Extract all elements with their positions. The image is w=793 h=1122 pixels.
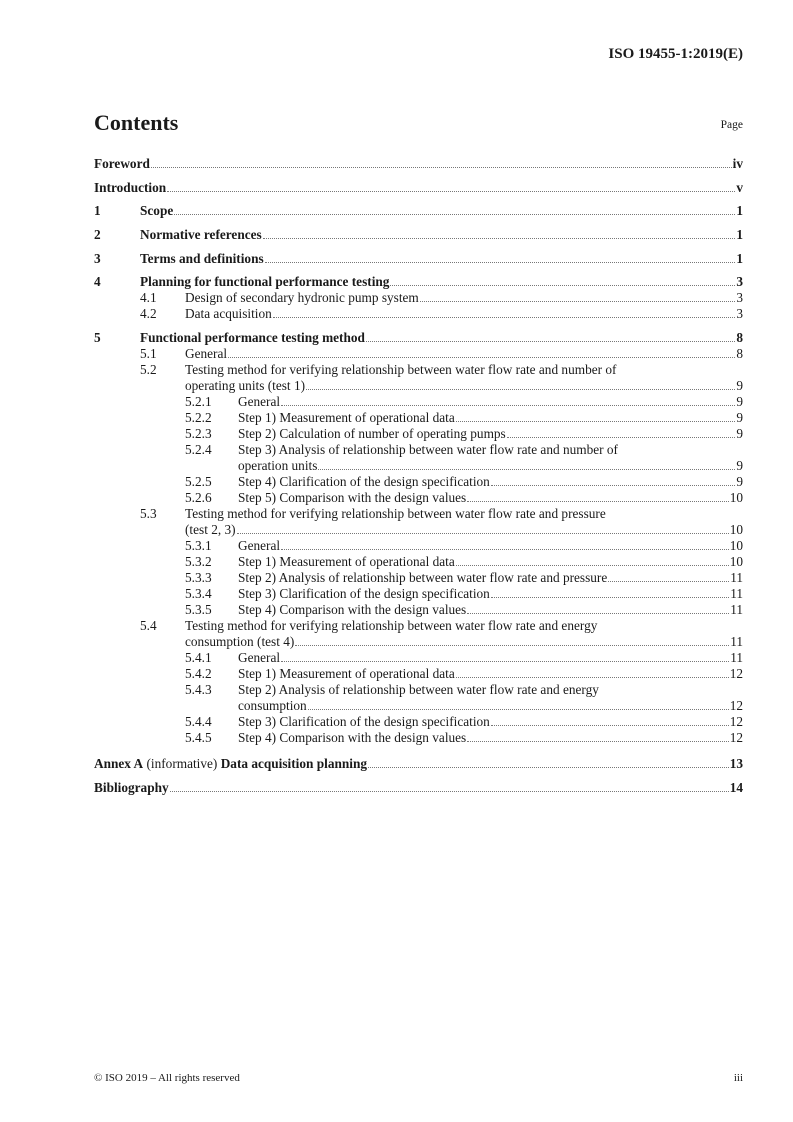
toc-title: consumption (test 4) xyxy=(185,634,295,650)
toc-title: General xyxy=(238,538,281,554)
dot-leader xyxy=(228,357,735,358)
toc-entry[interactable] xyxy=(94,346,743,362)
toc-section-number: 4.2 xyxy=(140,306,157,322)
annex-label: Annex A xyxy=(94,756,144,772)
page-column-label: Page xyxy=(720,119,743,131)
toc-page-number: 12 xyxy=(729,714,743,730)
toc-title: Scope xyxy=(140,203,174,219)
dot-leader xyxy=(420,301,736,302)
toc-title: Foreword xyxy=(94,156,150,171)
dot-leader xyxy=(318,469,735,470)
toc-page-number: 12 xyxy=(729,730,743,746)
toc-entry[interactable] xyxy=(94,538,743,554)
toc-section-number: 5.3.4 xyxy=(185,586,212,602)
document-id-header: ISO 19455-1:2019(E) xyxy=(608,46,743,62)
dot-leader xyxy=(306,389,735,390)
toc-title: Normative references xyxy=(140,227,262,243)
toc-entry[interactable] xyxy=(94,362,743,394)
toc-title: Testing method for verifying relationship between water flow rate and energy xyxy=(185,618,598,634)
toc-page-number: 3 xyxy=(736,274,743,290)
dot-leader xyxy=(281,661,729,662)
toc-title: Step 4) Clarification of the design specification xyxy=(238,474,490,490)
toc-entry[interactable] xyxy=(94,570,743,586)
footer-copyright: © ISO 2019 – All rights reserved xyxy=(94,1072,240,1084)
dot-leader xyxy=(366,341,735,342)
toc-page-number: 11 xyxy=(730,650,743,666)
toc-section-number: 1 xyxy=(94,203,101,219)
toc-entry[interactable] xyxy=(94,156,743,172)
toc-entry[interactable] xyxy=(94,274,743,290)
toc-page-number: 11 xyxy=(730,602,743,618)
toc-page-number: 9 xyxy=(736,410,743,426)
toc-title: Bibliography xyxy=(94,779,169,795)
toc-title: Planning for functional performance testing xyxy=(140,274,390,290)
toc-page-number: 12 xyxy=(729,698,743,714)
annex-title: Data acquisition planning xyxy=(220,756,367,772)
toc-title: consumption xyxy=(238,698,307,714)
dot-leader xyxy=(456,565,729,566)
toc-entry[interactable] xyxy=(94,602,743,618)
toc-title: Functional performance testing method xyxy=(140,330,365,346)
toc-entry[interactable] xyxy=(94,506,743,538)
dot-leader xyxy=(281,405,735,406)
dot-leader xyxy=(263,238,736,239)
toc-title: General xyxy=(238,394,281,410)
toc-page-number: 10 xyxy=(729,490,743,506)
toc-page-number: 8 xyxy=(736,346,743,362)
toc-page-number: 10 xyxy=(729,522,743,538)
toc-page-number: 14 xyxy=(729,779,743,795)
dot-leader xyxy=(174,214,735,215)
dot-leader xyxy=(368,767,729,768)
table-of-contents xyxy=(94,156,743,796)
toc-entry[interactable] xyxy=(94,554,743,570)
toc-entry[interactable] xyxy=(94,410,743,426)
toc-title: operating units (test 1) xyxy=(185,378,306,394)
dot-leader xyxy=(308,709,729,710)
toc-title: Step 2) Analysis of relationship between water flow rate and pressure xyxy=(238,570,608,586)
toc-title: Testing method for verifying relationship between water flow rate and number of xyxy=(185,362,617,378)
dot-leader xyxy=(467,613,729,614)
toc-entry[interactable] xyxy=(94,426,743,442)
toc-page-number: 9 xyxy=(736,394,743,410)
toc-section-number: 5.2.6 xyxy=(185,490,212,506)
dot-leader xyxy=(491,485,736,486)
dot-leader xyxy=(608,581,729,582)
toc-entry[interactable] xyxy=(94,730,743,746)
dot-leader xyxy=(491,725,729,726)
dot-leader xyxy=(467,501,728,502)
toc-title: Step 3) Analysis of relationship between water flow rate and number of xyxy=(238,442,618,458)
toc-title: Step 1) Measurement of operational data xyxy=(238,554,455,570)
dot-leader xyxy=(167,191,735,192)
toc-title: Step 1) Measurement of operational data xyxy=(238,666,455,682)
toc-title: Step 3) Clarification of the design specification xyxy=(238,714,490,730)
toc-entry[interactable] xyxy=(94,618,743,650)
toc-page-number: 13 xyxy=(729,756,743,772)
toc-title: General xyxy=(185,346,228,362)
toc-title: Step 4) Comparison with the design values xyxy=(238,730,467,746)
toc-entry[interactable] xyxy=(94,586,743,602)
footer-page-number: iii xyxy=(733,1072,743,1084)
toc-title: operation units xyxy=(238,458,318,474)
dot-leader xyxy=(467,741,728,742)
toc-page-number: 11 xyxy=(730,634,743,650)
toc-section-number: 5.4.3 xyxy=(185,682,212,698)
toc-page-number: 1 xyxy=(736,227,743,243)
dot-leader xyxy=(281,549,729,550)
toc-title: Terms and definitions xyxy=(140,250,264,266)
dot-leader xyxy=(507,437,736,438)
dot-leader xyxy=(273,317,736,318)
toc-entry[interactable] xyxy=(94,180,743,196)
toc-section-number: 5.3 xyxy=(140,506,157,522)
dot-leader xyxy=(456,421,736,422)
toc-section-number: 5 xyxy=(94,330,101,346)
toc-page-number: 9 xyxy=(736,474,743,490)
toc-title: Step 4) Comparison with the design values xyxy=(238,602,467,618)
toc-section-number: 5.4.4 xyxy=(185,714,212,730)
toc-page-number: 1 xyxy=(736,203,743,219)
toc-section-number: 4 xyxy=(94,274,101,290)
toc-entry[interactable] xyxy=(94,306,743,322)
toc-entry[interactable] xyxy=(94,714,743,730)
toc-section-number: 5.3.3 xyxy=(185,570,212,586)
toc-page-number: 9 xyxy=(736,378,743,394)
dot-leader xyxy=(295,645,729,646)
toc-entry[interactable] xyxy=(94,394,743,410)
dot-leader xyxy=(265,262,736,263)
toc-section-number: 5.4.5 xyxy=(185,730,212,746)
toc-title: Design of secondary hydronic pump system xyxy=(185,290,419,306)
dot-leader xyxy=(237,533,729,534)
toc-page-number: 9 xyxy=(736,458,743,474)
toc-page-number: 9 xyxy=(736,426,743,442)
toc-entry[interactable] xyxy=(94,442,743,474)
toc-title: Step 2) Calculation of number of operating pumps xyxy=(238,426,506,442)
toc-title: (test 2, 3) xyxy=(185,522,236,538)
toc-page-number: 12 xyxy=(729,666,743,682)
toc-entry[interactable] xyxy=(94,227,743,243)
dot-leader xyxy=(491,597,729,598)
dot-leader xyxy=(456,677,729,678)
toc-title: Step 2) Analysis of relationship between water flow rate and energy xyxy=(238,682,599,698)
dot-leader xyxy=(390,285,735,286)
contents-title: Contents xyxy=(94,110,179,135)
toc-page-number: iv xyxy=(732,156,743,171)
toc-entry[interactable] xyxy=(94,330,743,346)
toc-entry[interactable] xyxy=(94,650,743,666)
toc-entry[interactable] xyxy=(94,290,743,306)
toc-section-number: 5.2.4 xyxy=(185,442,212,458)
toc-page-number: 3 xyxy=(736,290,743,306)
toc-section-number: 5.4.2 xyxy=(185,666,212,682)
toc-title: Data acquisition xyxy=(185,306,272,322)
toc-entry[interactable] xyxy=(94,203,743,219)
toc-entry-bibliography[interactable] xyxy=(94,780,743,796)
annex-note: (informative) xyxy=(146,756,218,772)
toc-title: Step 3) Clarification of the design specification xyxy=(238,586,490,602)
toc-entry[interactable] xyxy=(94,490,743,506)
toc-section-number: 2 xyxy=(94,227,101,243)
toc-section-number: 5.3.2 xyxy=(185,554,212,570)
toc-entry[interactable] xyxy=(94,251,743,267)
toc-title: Step 5) Comparison with the design values xyxy=(238,490,467,506)
toc-section-number: 5.2.3 xyxy=(185,426,212,442)
toc-section-number: 3 xyxy=(94,250,101,266)
toc-section-number: 5.2.1 xyxy=(185,394,212,410)
toc-entry-annex-a[interactable] xyxy=(94,756,743,772)
toc-page-number: 3 xyxy=(736,306,743,322)
toc-page-number: 10 xyxy=(729,554,743,570)
toc-page-number: 11 xyxy=(730,586,743,602)
toc-section-number: 5.1 xyxy=(140,346,157,362)
toc-section-number: 5.2.2 xyxy=(185,410,212,426)
toc-page-number: 8 xyxy=(736,330,743,346)
toc-page-number: 10 xyxy=(729,538,743,554)
toc-title: Testing method for verifying relationship between water flow rate and pressure xyxy=(185,506,606,522)
dot-leader xyxy=(170,791,729,792)
toc-section-number: 5.3.1 xyxy=(185,538,212,554)
dot-leader xyxy=(151,167,732,168)
toc-entry[interactable] xyxy=(94,666,743,682)
toc-entry[interactable] xyxy=(94,682,743,714)
toc-section-number: 5.4.1 xyxy=(185,650,212,666)
toc-page-number: 11 xyxy=(730,570,743,586)
toc-section-number: 5.2.5 xyxy=(185,474,212,490)
toc-title: Introduction xyxy=(94,179,167,195)
toc-page-number: v xyxy=(736,179,743,195)
toc-page-number: 1 xyxy=(736,250,743,266)
toc-section-number: 5.2 xyxy=(140,362,157,378)
toc-title: General xyxy=(238,650,281,666)
toc-section-number: 5.3.5 xyxy=(185,602,212,618)
toc-section-number: 4.1 xyxy=(140,290,157,306)
toc-title: Step 1) Measurement of operational data xyxy=(238,410,455,426)
toc-section-number: 5.4 xyxy=(140,618,157,634)
toc-entry[interactable] xyxy=(94,474,743,490)
